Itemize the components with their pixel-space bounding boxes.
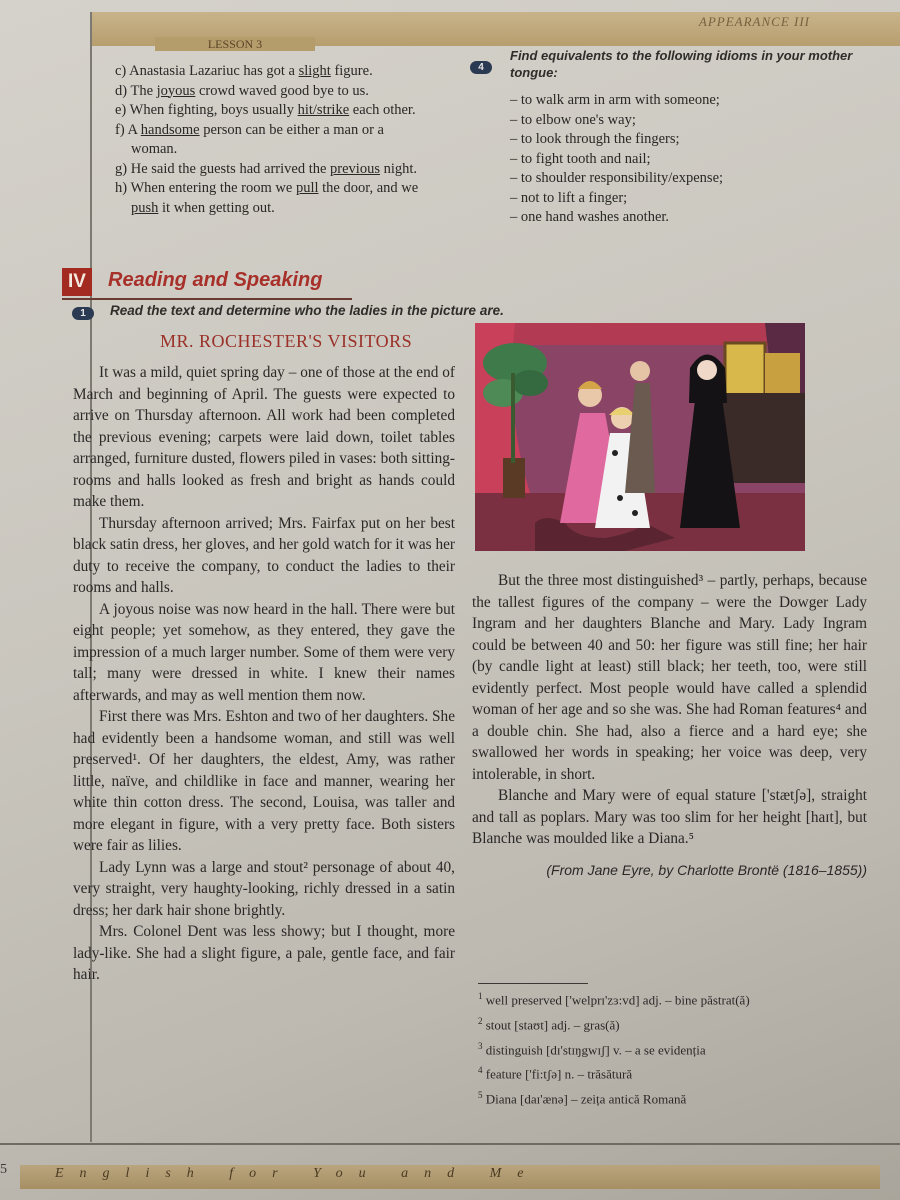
list-item-continuation: push it when getting out.: [131, 199, 275, 216]
story-title: MR. ROCHESTER'S VISITORS: [160, 331, 413, 351]
exercise-instruction: Find equivalents to the following idioms in your mother tongue:: [510, 48, 853, 80]
paragraph: Lady Lynn was a large and stout² personage of about 40, very straight, very haughty-looking, richly dressed in a satin dress; her dark hair shone brightly.: [73, 858, 455, 919]
paragraph: Thursday afternoon arrived; Mrs. Fairfax put on her best black satin dress, her gloves, and her gold watch for it was her duty to receive the company, to conduct the ladies to their rooms and halls.: [73, 514, 455, 596]
story-source: (From Jane Eyre, by Charlotte Brontë (1816–1855)): [546, 861, 867, 878]
previous-exercise-list: [115, 62, 455, 218]
footnote: $^2$ stout [staʊt] adj. – gras(ă): [478, 1015, 620, 1033]
page-number: 5: [0, 1162, 7, 1177]
list-item: h) When entering the room we pull the door, and we: [115, 180, 419, 196]
story-right-column: [472, 570, 867, 881]
list-item: f) A handsome person can be either a man or a: [115, 121, 384, 138]
idiom-list: [510, 91, 723, 228]
exercise-number-badge: 4: [470, 61, 492, 74]
footnote: $^4$ feature ['fi:tʃə] n. – trăsătură: [478, 1065, 633, 1082]
list-item: d) The joyous crowd waved good bye to us.: [115, 82, 369, 99]
list-item: – to elbow one's way;: [510, 111, 636, 128]
footnote-rule: [478, 983, 588, 984]
illustration-svg: [475, 323, 805, 551]
paragraph: A joyous noise was now heard in the hall. There were but eight people; yet somehow, as they entered, they gave the impression of a much larger number. Some of them were very tall; many were dressed in white. I knew their names afterwards, and may as well mention them now.: [73, 600, 455, 704]
paragraph: It was a mild, quiet spring day – one of those at the end of March and beginning of April. The guests were expected to arrive on Thursday afternoon. All work had been completed the previous evening; carpets were laid down, toilet tables arranged, furniture dusted, flowers piled in vases: both sitting-rooms and halls looked as fresh and bright as hands could make them.: [73, 364, 455, 510]
list-item: – to walk arm in arm with someone;: [510, 92, 720, 108]
list-item: – not to lift a finger;: [510, 189, 628, 206]
footnotes: [478, 986, 878, 1110]
footnote: $^3$ distinguish [dɪ'stɪŋgwɪʃ] v. – a se evidenția: [478, 1040, 706, 1057]
list-item: – to fight tooth and nail;: [510, 150, 651, 167]
paragraph: Mrs. Colonel Dent was less showy; but I thought, more lady-like. She had a slight figure, a pale, gentle face, and fair hair.: [73, 923, 455, 983]
footnote: $^5$ Diana [daɪ'ænə] – zeița antică Romană: [478, 1090, 687, 1107]
bottom-rule: [0, 1143, 900, 1145]
illustration-ladies: [475, 323, 805, 551]
book-title-footer: English for You and Me: [55, 1166, 540, 1181]
list-item: c) Anastasia Lazariuc has got a slight figure.: [115, 63, 373, 79]
list-item-continuation: woman.: [131, 141, 178, 157]
list-item: – to shoulder responsibility/expense;: [510, 170, 724, 186]
section-number: IV: [62, 268, 92, 296]
lesson-tab: LESSON 3: [155, 37, 315, 51]
section-title: Reading and Speaking: [108, 269, 323, 291]
story-left-column: [73, 362, 455, 986]
footnote: $^1$ well preserved ['welprɪ'zɜ:vd] adj. – bine păstrat(ă): [478, 991, 750, 1008]
section-underline: [62, 298, 352, 300]
exercise-instruction: Read the text and determine who the ladies in the picture are.: [110, 303, 504, 318]
list-item: e) When fighting, boys usually hit/strike each other.: [115, 102, 416, 118]
exercise-number-badge: 1: [72, 307, 94, 320]
list-item: – to look through the fingers;: [510, 131, 680, 147]
list-item: g) He said the guests had arrived the previous night.: [115, 160, 418, 177]
paragraph: But the three most distinguished³ – partly, perhaps, because the tallest figures of the company – were the Dowger Lady Ingram and her daughters Blanche and Mary. Lady Ingram could be between 40 and 50: her figure was still fine; her hair (by candle light at least) still black; her teeth, too, were still evidently perfect. Most people would have called a splendid woman of her age and so she was. She had Roman features⁴ and a double chin. She had, also a fierce and a hard eye; she swallowed her words in speaking; her voice was deep, very intolerable, in short.: [472, 572, 867, 783]
paragraph: First there was Mrs. Eshton and two of her daughters. She had evidently been a handsome woman, and still was well preserved¹. Of her daughters, the eldest, Amy, was rather little, naïve, and childlike in face and manner, wearing her white thin cotton dress. The second, Louisa, was taller and more elegant in figure, with a very pretty face. Both sisters were fair as lilies.: [73, 708, 455, 854]
unit-header: APPEARANCE III: [698, 14, 810, 29]
paragraph: Blanche and Mary were of equal stature ['stætʃə], straight and tall as poplars. Mary was too slim for her height [haɪt], but Blanche was moulded like a Diana.⁵: [472, 787, 867, 847]
list-item: – one hand washes another.: [510, 209, 670, 225]
